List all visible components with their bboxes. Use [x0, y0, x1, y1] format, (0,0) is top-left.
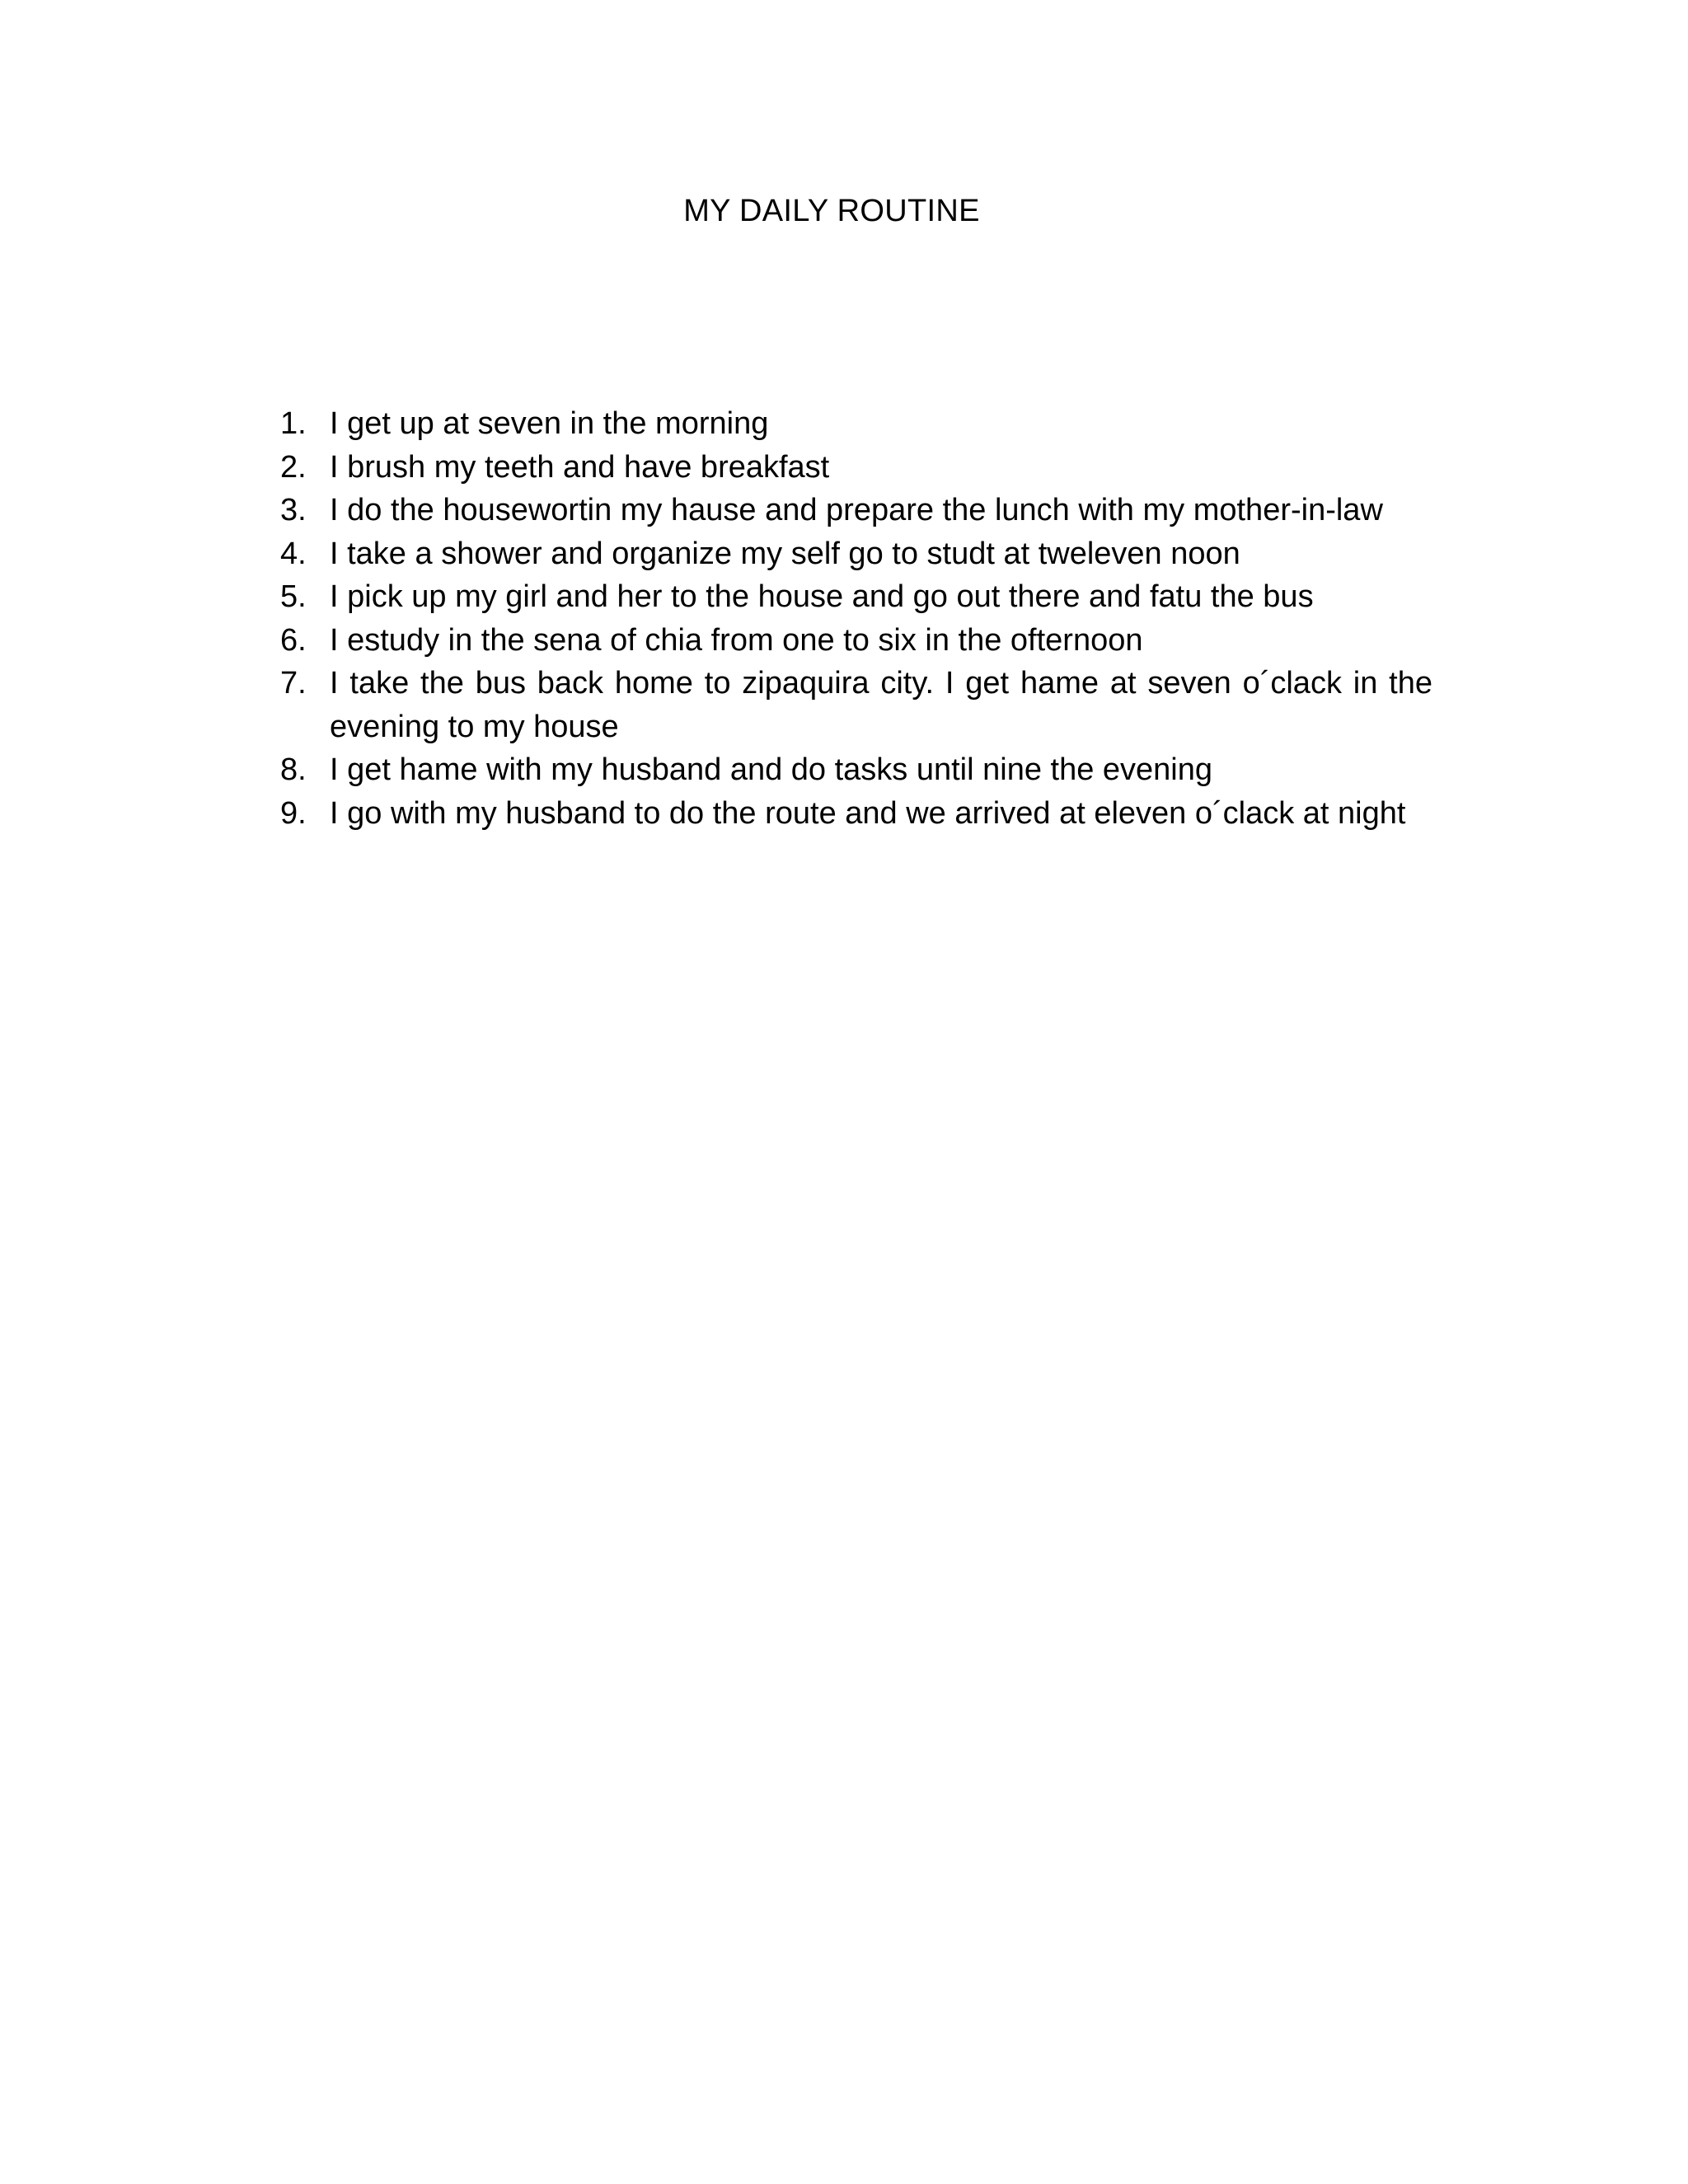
item-text: I get hame with my husband and do tasks until nine the evening [330, 752, 1213, 787]
item-text: I pick up my girl and her to the house and go out there and fatu the bus [330, 579, 1314, 614]
item-text: I go with my husband to do the route and we arrived at eleven o´clack at night [330, 795, 1406, 831]
list-item [272, 619, 1432, 663]
item-text: I take a shower and organize my self go to studt at tweleven noon [330, 536, 1240, 571]
list-item [272, 575, 1432, 619]
list-item [272, 792, 1432, 836]
item-number: 9. [280, 795, 307, 831]
routine-list [272, 402, 1432, 835]
item-number: 4. [280, 536, 307, 571]
item-number: 3. [280, 493, 307, 527]
list-item [272, 446, 1432, 490]
item-number: 1. [280, 406, 307, 441]
list-item [272, 489, 1432, 532]
item-number: 8. [280, 752, 307, 787]
item-number: 2. [280, 449, 307, 485]
list-item [272, 748, 1432, 792]
item-number: 7. [280, 666, 307, 701]
item-number: 5. [280, 579, 307, 614]
page-title: MY DAILY ROUTINE [683, 194, 980, 228]
item-text: I do the housewortin my hause and prepare the lunch with my mother-in-law [330, 493, 1383, 527]
item-text: I get up at seven in the morning [330, 406, 769, 441]
list-item [272, 662, 1432, 748]
item-text: I take the bus back home to zipaquira city. I get hame at seven o´clack in the evening to my house [330, 666, 1432, 744]
item-text: I estudy in the sena of chia from one to six in the ofternoon [330, 622, 1143, 658]
list-item [272, 532, 1432, 576]
list-item [272, 402, 1432, 446]
item-number: 6. [280, 622, 307, 658]
item-text: I brush my teeth and have breakfast [330, 449, 830, 485]
